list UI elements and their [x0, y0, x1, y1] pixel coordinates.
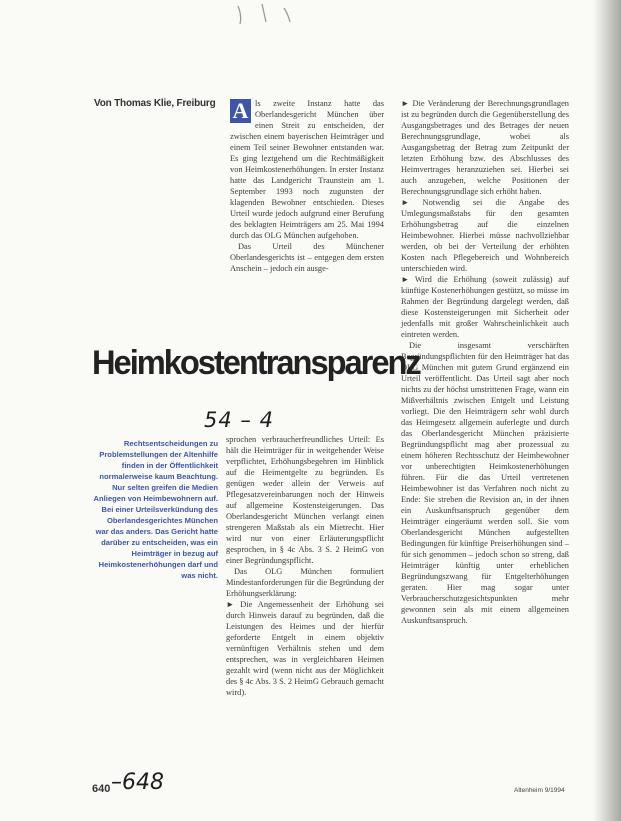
column-2-bullet-2: Notwendig sei die Angabe des Umlegungsmaßstabs für den gesamten Erhöhungsbetrag auf die einzelnen Heimbewohner. Hierbei müsse nachvollziehbar werden, ob bei der Verteilung der erhöhten Kosten nach Pflegebereich und Wohnbereich unterschieden wird. — [401, 198, 570, 273]
arrow-bullet-icon: ► — [226, 600, 235, 609]
arrow-bullet-icon: ► — [401, 198, 410, 207]
column-2-bullet-1: Die Veränderung der Berechnungsgrundlagen ist zu begründen durch die Gegenüberstellung des Ausgangsbetrages und des Betrages der neuen Berechnungsgrundlage, wobei als Ausgangsbetrag der Betrag zum Zeitpunkt der letzten Erhöhung bzw. des Abschlusses des Heimvertrages heranzuziehen sei. Hierbei sei auch anzugeben, welche Positionen der Berechnungsgrundlage sich erhöht haben. — [401, 99, 569, 196]
article-column-1 — [230, 98, 384, 274]
column-2-bullet-3: Wird die Erhöhung (soweit zulässig) auf künftige Kostenerhöhungen gestützt, so müsse im Rahmen der Begründung dargelegt werden, daß diese Kostensteigerungen mit Sicherheit oder jedenfalls mit großer Wahrscheinlichkeit auch eintreten werden. — [401, 275, 569, 339]
author-byline: Von Thomas Klie, Freiburg — [94, 98, 216, 109]
arrow-bullet-icon: ► — [401, 99, 410, 108]
column-1-paragraph-2: Das Urteil des Münchener Oberlandesgerichts ist – entgegen dem ersten Anschein – jedoch ein ausge- — [230, 242, 384, 273]
article-column-3 — [226, 434, 384, 698]
handwritten-reference: 54 – 4 — [204, 408, 274, 432]
page-number: 640 — [92, 783, 111, 795]
drop-cap: A — [230, 99, 251, 123]
scan-mark — [232, 2, 302, 26]
column-2-paragraph: Die insgesamt verschärften Begründungspflichten für den Heimträger hat das OLG München mit gutem Grund ergänzend ein Urteil veröffentlicht. Das Urteil sagt aber noch nichts zu der höchst umstrittenen Frage, wann ein Mißverhältnis zwischen Entgelt und Leistung vorliegt. Die den Heimträgern sehr wohl durch das Heimgesetz allgemein auferlegte und durch das Oberlandesgericht München präzisierte Begründungspflicht mag aber prozessual zu einem höheren Rechtsschutz der Heimbewohner vor unberechtigten Heimkostenerhöhungen führen. Für die das Urteil vertretenen Heimbewohner ist das Verfahren noch nicht zu Ende: Sie streben die Revision an, in der ihnen ein Auskunftsanspruch gegenüber dem Heimträger eingeräumt werden soll. Sie vom Oberlandesgericht München aufgestellten Bedingungen für künftige Preiserhöhungen sind – für sich genommen – jedoch schon so streng, daß Heimträger künftig unter erheblichen Begründungszwang für Entgelterhöhungen geraten. Hier mag sogar unter Verbraucherschutzgesichtspunkten mehr gewonnen sein als mit einem allgemeinen Auskunftsanspruch. — [401, 341, 569, 625]
scan-edge-shadow — [593, 0, 621, 821]
handwritten-page-number: –648 — [111, 770, 164, 795]
footer-publication: Altenheim 9/1994 — [514, 787, 565, 794]
column-3-paragraph-1: sprochen verbraucherfreundliches Urteil: Es hält die Heimträger für in weitgehender Weise verpflichtet, Erhöhungsbegehren im Hinblick auf die Heimentgelte zu begründen. Es genügen weder allein der Verweis auf Pflegesatzvereinbarungen noch der Hinweis auf allgemeine Kostensteigerungen. Das Oberlandesgericht München verlangt einen strengeren Maßstab als ein Mietrecht. Hier wird nur von einer Erläuterungspflicht gesprochen, in § 4c Abs. 3 S. 2 HeimG von einer Begründungspflicht. — [226, 435, 384, 565]
lead-paragraph: Rechtsentscheidungen zu Problemstellungen der Altenhilfe finden in der Öffentlichkeit normalerweise kaum Beachtung. Nur selten greifen die Medien Anliegen von Heimbewohnern auf. Bei einer Urteilsverkündung des Oberlandesgerichtes München war das anders. Das Gericht hatte darüber zu entscheiden, was ein Heimträger in bezug auf Heimkostenerhöhungen darf und was nicht. — [93, 439, 218, 580]
column-3-bullet-1: Die Angemessenheit der Erhöhung sei durch Hinweis darauf zu begründen, daß die Leistungen des Heimes und der hierfür geforderte Entgelt in einem objektiv vernünftigen Verhältnis stehen und dem entsprechen, was in vergleichbaren Heimen gezahlt wird (wenn nicht aus der Möglichkeit des § 4c Abs. 3 S. 2 HeimG Gebrauch gemacht wird). — [226, 600, 384, 697]
headline: Heimkostentransparenz — [92, 344, 420, 382]
article-column-2 — [401, 98, 569, 626]
arrow-bullet-icon: ► — [401, 275, 410, 284]
column-3-paragraph-2: Das OLG München formuliert Mindestanforderungen für die Begründung der Erhöhungserklärung: — [226, 567, 384, 598]
column-1-paragraph-1: ls zweite Instanz hatte das Oberlandesgericht München über einen Streit zu entscheiden, der zwischen einem bayerischen Heimträger und einem Teil seiner Bewohner entstanden war. Es ging leztgehend um die Rechtmäßigkeit von Heimkostenerhöhungen. In erster Instanz hatte das Landgericht Traunstein am 1. September 1993 noch zugunsten der klagenden Bewohner entschieden. Dieses Urteil wurde jedoch aufgrund einer Berufung des beklagten Heimträgers am 25. Mai 1994 durch das OLG München aufgehoben. — [230, 99, 384, 240]
